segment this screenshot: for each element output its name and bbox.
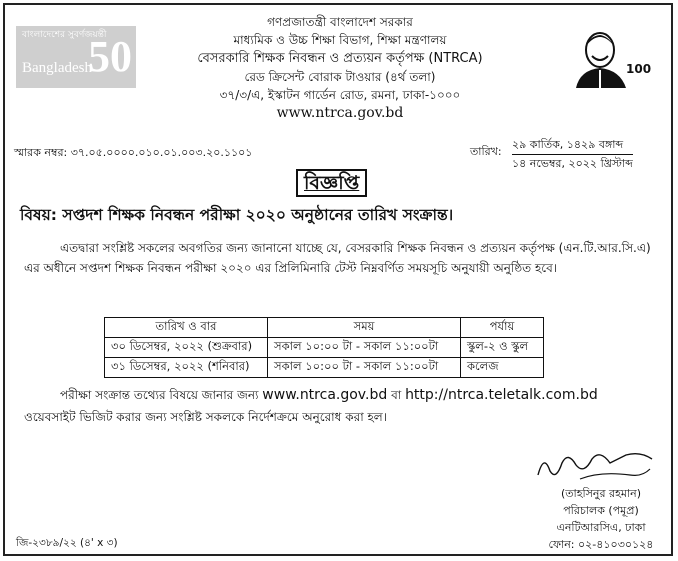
schedule-time: সকাল ১০:০০ টা - সকাল ১১:০০টা [268, 358, 461, 378]
signatory-block [536, 485, 666, 553]
exam-schedule-table [104, 317, 544, 378]
website-paragraph [24, 384, 664, 428]
schedule-level: কলেজ [461, 358, 544, 378]
notice-subject: বিষয়: সপ্তদশ শিক্ষক নিবন্ধন পরীক্ষা ২০২০ অনুষ্ঠানের তারিখ সংক্রান্ত। [20, 206, 454, 224]
teletalk-website-link[interactable]: http://ntrca.teletalk.com.bd [405, 387, 598, 403]
portrait-icon [570, 26, 658, 88]
footer-code: জি-২৩৮৯/২২ (৪' x ৩) [16, 537, 118, 549]
ntrca-website-link[interactable]: www.ntrca.gov.bd [262, 387, 388, 403]
date-label: তারিখ: [470, 145, 502, 158]
handwritten-signature [530, 445, 660, 485]
logo-right-number: 100 [626, 62, 652, 76]
logo-jubilee-text: বাংলাদেশের সুবর্ণজয়ন্তী [22, 30, 107, 40]
column-header: তারিখ ও বার [105, 318, 268, 338]
address-line: ৩৭/৩/এ, ইস্কাটন গার্ডেন রোড, রমনা, ঢাকা-১০০০ [219, 88, 461, 102]
signatory-designation: পরিচালক (পমূপ্র) [563, 504, 639, 517]
date-bangla: ২৯ কার্তিক, ১৪২৯ বঙ্গাব্দ [512, 136, 633, 155]
reference-number: স্মারক নম্বর: ৩৭.০৫.০০০০.০১০.০১.০০৩.২০.১১০১ [14, 146, 253, 159]
signatory-office: এনটিআরসিএ, ঢাকা [556, 521, 646, 534]
table-row [105, 358, 544, 378]
logo-number: 50 [88, 32, 132, 81]
website-line [24, 384, 664, 406]
date-english: ১৪ নভেম্বর, ২০২২ খ্রিস্টাব্দ [512, 157, 633, 170]
schedule-date: ৩১ ডিসেম্বর, ২০২২ (শনিবার) [105, 358, 268, 378]
signatory-name: (তাহসিনুর রহমান) [560, 487, 642, 500]
website-suffix: ওয়েবসাইট ভিজিট করার জন্য সংশ্লিষ্ট সকলকে নির্দেশক্রমে অনুরোধ করা হল। [24, 410, 388, 424]
authority-name: বেসরকারি শিক্ষক নিবন্ধন ও প্রত্যয়ন কর্তৃপক্ষ (NTRCA) [197, 51, 483, 66]
golden-jubilee-logo [16, 26, 136, 88]
column-header: পর্যায় [461, 318, 544, 338]
table-header-row [105, 318, 544, 338]
notice-title: বিজ্ঞপ্তি [296, 169, 367, 197]
website-conjunction: বা [391, 388, 402, 402]
building-name: রেড ক্রিসেন্ট বোরাক টাওয়ার (৪র্থ তলা) [244, 70, 436, 84]
govt-name: গণপ্রজাতন্ত্রী বাংলাদেশ সরকার [267, 15, 413, 29]
schedule-level: স্কুল-২ ও স্কুল [461, 338, 544, 358]
notice-paragraph: এতদ্বারা সংশ্লিষ্ট সকলের অবগতির জন্য জানানো যাচ্ছে যে, বেসরকারি শিক্ষক নিবন্ধন ও প্রত্যয়ন কর্তৃপক্ষ (এন.টি.আর.সি.এ) এর অধীনে সপ্তদশ শিক্ষক নিবন্ধন পরীক্ষা ২০২০ এর প্রিলিমিনারি টেস্ট নিম্নবর্ণিত সময়সূচি অনুযায়ী অনুষ্ঠিত হবে। [24, 241, 651, 275]
signature-icon [530, 445, 660, 485]
signatory-phone: ফোন: ০২-৪১০৩০১২৪ [548, 538, 654, 551]
schedule-date: ৩০ ডিসেম্বর, ২০২২ (শুক্রবার) [105, 338, 268, 358]
website-prefix: পরীক্ষা সংক্রান্ত তথ্যের বিষয়ে জানার জন্য [60, 388, 259, 402]
mujib-100-logo [570, 26, 658, 88]
schedule-time: সকাল ১০:০০ টা - সকাল ১১:০০টা [268, 338, 461, 358]
division-name: মাধ্যমিক ও উচ্চ শিক্ষা বিভাগ, শিক্ষা মন্ত্রণালয় [233, 33, 447, 47]
header-website-link[interactable]: www.ntrca.gov.bd [276, 105, 404, 121]
date-block [512, 136, 633, 172]
logo-country-text: Bangladesh [22, 60, 92, 76]
table-row [105, 338, 544, 358]
column-header: সময় [268, 318, 461, 338]
